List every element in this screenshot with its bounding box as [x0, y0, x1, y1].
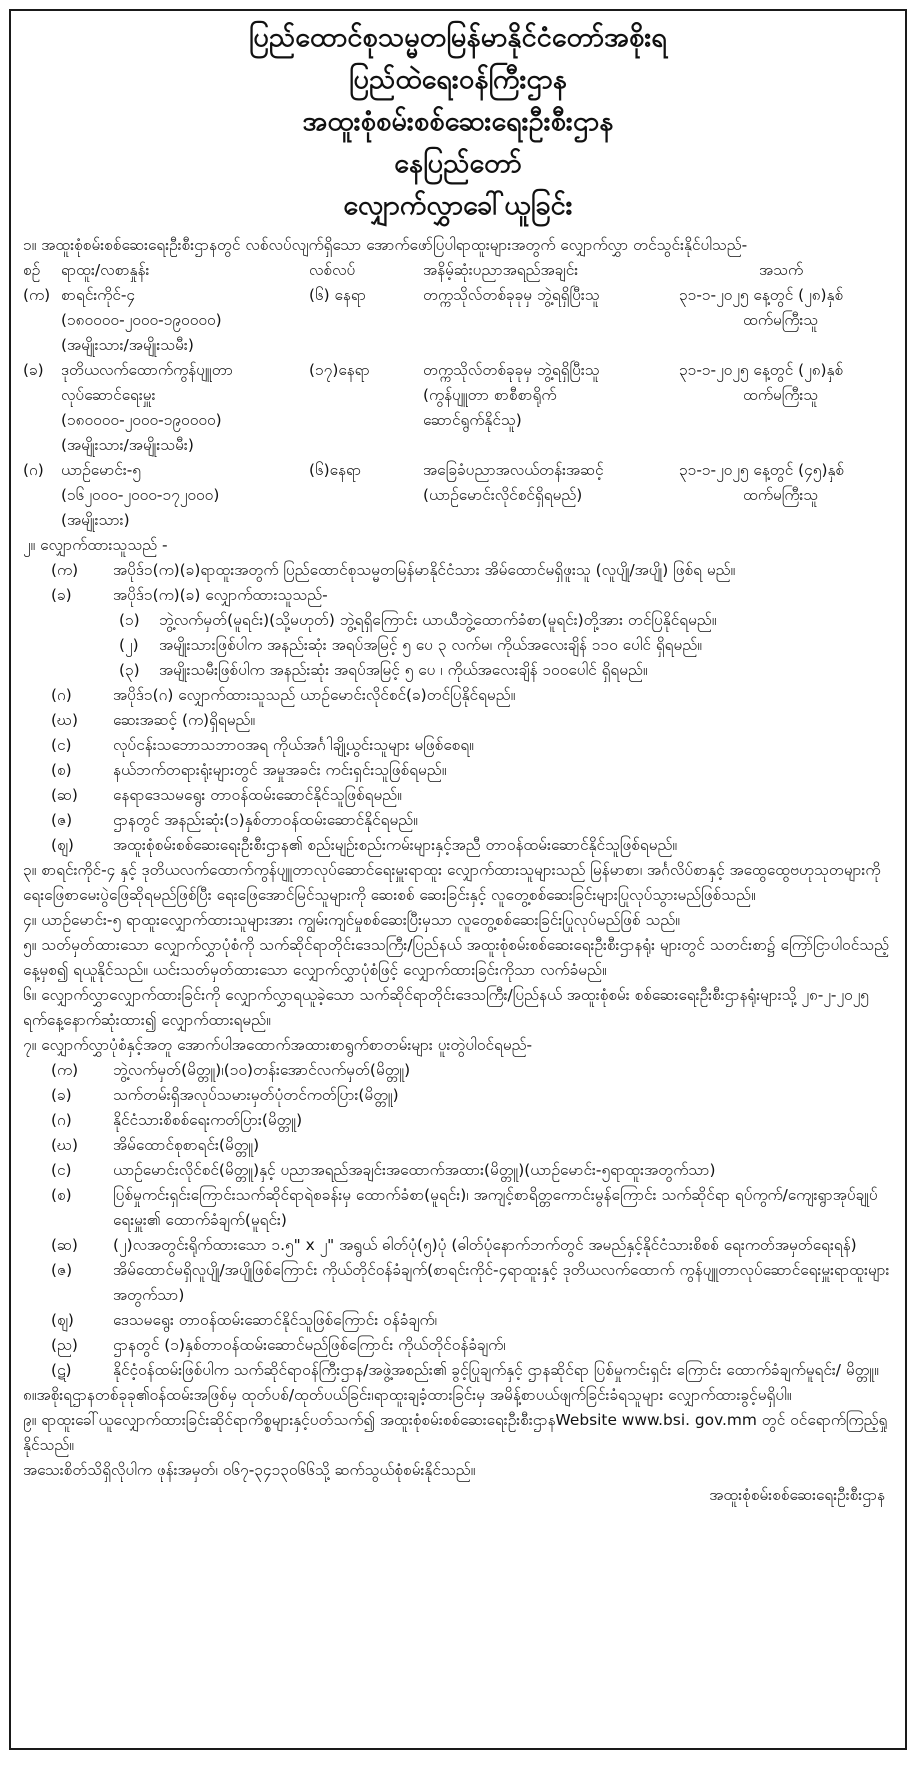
list-item: (ဃ) အိမ်ထောင်စုစာရင်း(မိတ္တူ) — [51, 1136, 260, 1154]
row-post: ယာဉ်မောင်း-၅ (၁၆၂၀၀၀-၂၀၀၀-၁၇၂၀၀၀) (အမျိုးသား) — [61, 461, 220, 529]
sub-list-item: (၃) အမျိုးသမီးဖြစ်ပါက အနည်းဆုံး အရပ်အမြင့် ၅ ပေ ၊ ကိုယ်အလေးချိန် ၁၀၀ပေါင် ရှိရမည်။ — [119, 661, 648, 679]
table-header-post: ရာထူး/လစာနှုန်း — [61, 261, 150, 279]
section6-paragraph: ၆။ လျှောက်လွှာလျှောက်ထားခြင်းကို လျှောက်လွှာရယူခဲ့သော သက်ဆိုင်ရာတိုင်းဒေသကြီး/ပြည်နယ် အထူးစုံစမ်း စစ်ဆေးရေးဦးစီးဌာနရုံးများသို့ ၂၈-၂-၂၀၂၅ ရက်နေ့နောက်ဆုံးထား၍ လျှောက်ထားရမည်။ — [23, 986, 869, 1029]
list-item: (က) အပိုဒ်၁(က)(ခ)ရာထူးအတွက် ပြည်ထောင်စုသမ္မတမြန်မာနိုင်ငံသား အိမ်ထောင်မရှိဖူးသူ (လူပျို/အပျို) ဖြစ်ရ မည်။ — [51, 561, 736, 579]
table-row — [23, 458, 893, 533]
row-age: ၃၁-၁-၂၀၂၅ နေ့တွင် (၄၅)နှစ် ထက်မကြီးသူ — [679, 461, 845, 504]
list-item: (ဇ) ဌာနတွင် အနည်းဆုံး(၁)နှစ်တာဝန်ထမ်းဆောင်နိုင်ရမည်။ — [51, 811, 418, 829]
list-item: (ခ) သက်တမ်းရှိအလုပ်သမားမှတ်ပုံတင်ကတ်ပြား(မိတ္တူ) — [51, 1086, 399, 1104]
list-item: (ဂ) နိုင်ငံသားစိစစ်ရေးကတ်ပြား(မိတ္တူ) — [51, 1111, 303, 1129]
list-item: (င) လုပ်ငန်းသဘောသဘာဝအရ ကိုယ်အင်္ဂါချို့ယွင်းသူများ မဖြစ်စေရ။ — [51, 736, 474, 754]
row-vacancy: (၆)နေရာ — [309, 461, 362, 479]
list-item: (ဈ) ဒေသမရွေး တာဝန်ထမ်းဆောင်နိုင်သူဖြစ်ကြောင်း ဝန်ခံချက်၊ — [51, 1311, 437, 1329]
header — [23, 17, 893, 227]
contact-line: အသေးစိတ်သိရှိလိုပါက ဖုန်းအမှတ်၊ ၀၆၇-၃၄၁၃၀၆၆သို့ ဆက်သွယ်စုံစမ်းနိုင်သည်။ — [23, 1461, 476, 1479]
list-item: (ဋ) နိုင်ငံ့ဝန်ထမ်းဖြစ်ပါက သက်ဆိုင်ရာဝန်ကြီးဌာန/အဖွဲ့အစည်း၏ ခွင့်ပြုချက်နှင့် ဌာနဆိုင်ရာ ပြစ်မှုကင်းရှင်း ကြောင်း ထောက်ခံချက်မူရင်း/ မိတ္တူ။ — [51, 1361, 879, 1379]
row-no: (ခ) — [23, 361, 44, 379]
section8-paragraph: ၈။အစိုးရဌာနတစ်ခုခု၏ဝန်ထမ်းအဖြစ်မှ ထုတ်ပစ်/ထုတ်ပယ်ခြင်း၊ရာထူးချခံ့ထားခြင်းမှ အမိန့်စာပယ်ဖျက်ခြင်းခံရသူများ လျှောက်ထားခွင့်မရှိပါ။ — [23, 1386, 792, 1404]
section3-paragraph: ၃။ စာရင်းကိုင်-၄ နှင့် ဒုတိယလက်ထောက်ကွန်ပျူတာလုပ်ဆောင်ရေးမှူးရာထူး လျှောက်ထားသူများသည် မြန်မာစာ၊ အင်္ဂလိပ်စာနှင့် အထွေထွေဗဟုသုတများကို ရေးဖြေစာမေးပွဲဖြေဆိုရမည်ဖြစ်ပြီး ရေးဖြေအောင်မြင်သူများကို ဆေးစစ် ဆေးခြင်းနှင့် လူတွေ့စစ်ဆေးခြင်းများပြုလုပ်သွားမည်ဖြစ်သည်။ — [23, 861, 881, 904]
row-no: (ဂ) — [23, 461, 44, 479]
header-ministry: ပြည်ထဲရေးဝန်ကြီးဌာန — [349, 64, 567, 95]
header-government: ပြည်ထောင်စုသမ္မတမြန်မာနိုင်ငံတော်အစိုးရ — [248, 22, 668, 53]
row-no: (က) — [23, 286, 51, 304]
section4-paragraph: ၄။ ယာဉ်မောင်း-၅ ရာထူးလျှောက်ထားသူများအား ကျွမ်းကျင်မှုစစ်ဆေးပြီးမှသာ လူတွေ့စစ်ဆေးခြင်းပြုလုပ်မည်ဖြစ် သည်။ — [23, 911, 680, 929]
table-header-vacancy: လစ်လပ် — [309, 261, 356, 279]
list-item: (က) ဘွဲ့လက်မှတ်(မိတ္တူ)၊(၁၀)တန်းအောင်လက်မှတ်(မိတ္တူ) — [51, 1061, 411, 1079]
list-item: (ဇ) အိမ်ထောင်မရှိလူပျို/အပျိုဖြစ်ကြောင်း ကိုယ်တိုင်ဝန်ခံချက်(စာရင်းကိုင်-၄ရာထူးနှင့် ဒုတိယလက်ထောက် ကွန်ပျူတာလုပ်ဆောင်ရေးမှူးရာထူးများအတွက်သာ) — [51, 1261, 890, 1304]
list-item: (ဆ) (၂)လအတွင်းရိုက်ထားသော ၁.၅" x ၂" အရွယ် ဓါတ်ပုံ(၅)ပုံ (ဓါတ်ပုံနောက်ဘက်တွင် အမည်နှင့်နိုင်ငံသားစိစစ် ရေးကတ်အမှတ်ရေးရန်) — [51, 1236, 857, 1254]
row-vacancy: (၆) နေရာ — [309, 286, 367, 304]
row-qualification: တက္ကသိုလ်တစ်ခုခုမှ ဘွဲ့ရရှိပြီးသူ (ကွန်ပျူတာ စာစီစာရိုက် ဆောင်ရွက်နိုင်သူ) — [423, 361, 600, 429]
list-item: (ဂ) အပိုဒ်၁(ဂ) လျှောက်ထားသူသည် ယာဉ်မောင်းလိုင်စင်(ခ)တင်ပြနိုင်ရမည်။ — [51, 686, 516, 704]
row-qualification: တက္ကသိုလ်တစ်ခုခုမှ ဘွဲ့ရရှိပြီးသူ — [423, 286, 600, 304]
list-item: (ဃ) ဆေးအဆင့် (က)ရှိရမည်။ — [51, 711, 256, 729]
list-item: (ဈ) အထူးစုံစမ်းစစ်ဆေးရေးဦးစီးဌာန၏ စည်းမျဉ်းစည်းကမ်းများနှင့်အညီ တာဝန်ထမ်းဆောင်နိုင်သူဖြစ်ရမည်။ — [51, 836, 678, 854]
row-post: ဒုတိယလက်ထောက်ကွန်ပျူတာ လုပ်ဆောင်ရေးမှူး (၁၈၀၀၀၀-၂၀၀၀-၁၉၀၀၀၀) (အမျိုးသား/အမျိုးသမီး) — [61, 361, 234, 454]
list-item: (င) ယာဉ်မောင်းလိုင်စင်(မိတ္တူ)နှင့် ပညာအရည်အချင်းအထောက်အထား(မိတ္တူ)(ယာဉ်မောင်း-၅ရာထူးအတွက်သာ) — [51, 1161, 716, 1179]
table-row — [23, 358, 893, 458]
section2-title: ၂။ လျှောက်ထားသူသည် - — [23, 536, 168, 554]
sub-list-item: (၂) အမျိုးသားဖြစ်ပါက အနည်းဆုံး အရပ်အမြင့် ၅ ပေ ၃ လက်မ၊ ကိုယ်အလေးချိန် ၁၁၀ ပေါင် ရှိရမည်။ — [119, 636, 702, 654]
section7-title: ၇။ လျှောက်လွှာပုံစံနှင့်အတူ အောက်ပါအထောက်အထားစာရွက်စာတမ်းများ ပူးတွဲပါဝင်ရမည်- — [23, 1036, 533, 1054]
sub-list-item: (၁) ဘွဲ့လက်မှတ်(မူရင်း)(သို့မဟုတ်) ဘွဲ့ရရှိကြောင်း ယာယီဘွဲ့ထောက်ခံစာ(မူရင်း)တို့အား တင်ပြနိုင်ရမည်။ — [119, 611, 717, 629]
table-header-age: အသက် — [759, 261, 804, 279]
list-item: (စ) နယ်ဘက်တရားရုံးများတွင် အမှုအခင်း ကင်းရှင်းသူဖြစ်ရမည်။ — [51, 761, 447, 779]
header-city: နေပြည်တော် — [394, 148, 522, 179]
section5-paragraph: ၅။ သတ်မှတ်ထားသော လျှောက်လွှာပုံစံကို သက်ဆိုင်ရာတိုင်းဒေသကြီး/ပြည်နယ် အထူးစုံစမ်းစစ်ဆေးရေးဦးစီးဌာနရုံး များတွင် သတင်းစာ၌ ကြော်ငြာပါဝင်သည့်နေ့မှစ၍ ရယူနိုင်သည်။ ယင်းသတ်မှတ်ထားသော လျှောက်လွှာပုံစံဖြင့် လျှောက်ထားခြင်းကိုသာ လက်ခံမည်။ — [23, 936, 889, 979]
vacancy-table — [23, 258, 893, 533]
header-department: အထူးစုံစမ်းစစ်ဆေးရေးဦးစီးဌာန — [302, 106, 614, 137]
row-age: ၃၁-၁-၂၀၂၅ နေ့တွင် (၂၈)နှစ် ထက်မကြီးသူ — [679, 286, 844, 329]
list-item: (ဆ) နေရာဒေသမရွေး တာဝန်ထမ်းဆောင်နိုင်သူဖြစ်ရမည်။ — [51, 786, 402, 804]
row-age: ၃၁-၁-၂၀၂၅ နေ့တွင် (၂၈)နှစ် ထက်မကြီးသူ — [679, 361, 844, 404]
table-row — [23, 283, 893, 358]
list-item: (စ) ပြစ်မှုကင်းရှင်းကြောင်းသက်ဆိုင်ရာရဲစခန်းမှ ထောက်ခံစာ(မူရင်း)၊ အကျင့်စာရိတ္တကောင်းမွန်ကြောင်း သက်ဆိုင်ရာ ရပ်ကွက်/ကျေးရွာအုပ်ချုပ်ရေးမှူး၏ ထောက်ခံချက်(မူရင်း) — [51, 1186, 878, 1229]
signature: အထူးစုံစမ်းစစ်ဆေးရေးဦးစီးဌာန — [709, 1486, 885, 1504]
announcement-body — [23, 233, 893, 1508]
list-item: (ည) ဌာနတွင် (၁)နှစ်တာဝန်ထမ်းဆောင်မည်ဖြစ်ကြောင်း ကိုယ်တိုင်ဝန်ခံချက်၊ — [51, 1336, 506, 1354]
table-header-row — [23, 258, 893, 283]
list-item: (ခ) အပိုဒ်၁(က)(ခ) လျှောက်ထားသူသည်- — [51, 586, 328, 604]
announcement-page — [9, 9, 907, 1750]
row-vacancy: (၁၇)နေရာ — [309, 361, 370, 379]
header-title: လျှောက်လွှာခေါ်ယူခြင်း — [343, 190, 573, 221]
table-header-qualification: အနိမ့်ဆုံးပညာအရည်အချင်း — [423, 261, 579, 279]
table-header-no: စဉ် — [23, 261, 41, 279]
section9-paragraph: ၉။ ရာထူးခေါ်ယူလျှောက်ထားခြင်းဆိုင်ရာကိစ္စများနှင့်ပတ်သက်၍ အထူးစုံစမ်းစစ်ဆေးရေးဦးစီးဌာနWebsite www.bsi. gov.mm တွင် ဝင်ရောက်ကြည့်ရှုနိုင်သည်။ — [23, 1411, 888, 1454]
intro-paragraph: ၁။ အထူးစုံစမ်းစစ်ဆေးရေးဦးစီးဌာနတွင် လစ်လပ်လျက်ရှိသော အောက်ဖော်ပြပါရာထူးများအတွက် လျှောက်လွှာ တင်သွင်းနိုင်ပါသည်- — [23, 236, 748, 254]
row-qualification: အခြေခံပညာအလယ်တန်းအဆင့် (ယာဉ်မောင်းလိုင်စင်ရှိရမည်) — [423, 461, 604, 504]
row-post: စာရင်းကိုင်-၄ (၁၈၀၀၀၀-၂၀၀၀-၁၉၀၀၀၀) (အမျိုးသား/အမျိုးသမီး) — [61, 286, 222, 354]
